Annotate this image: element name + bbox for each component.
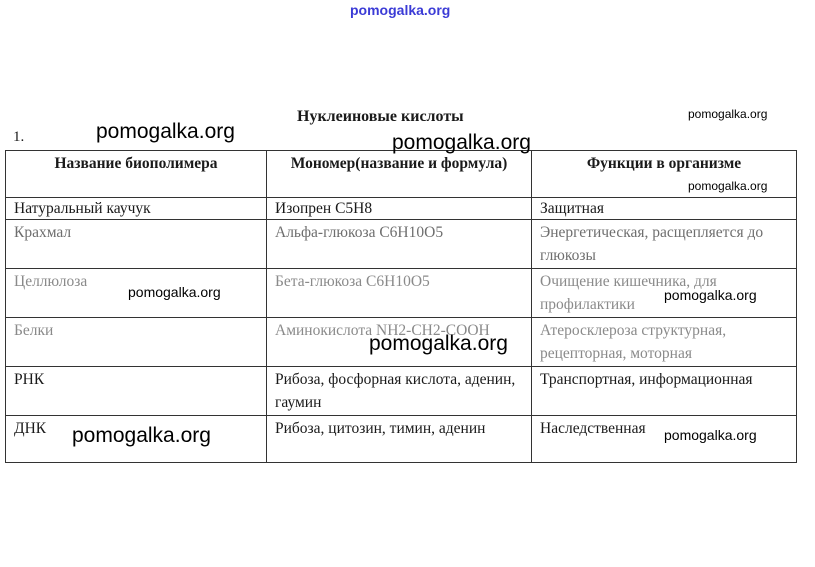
watermark: pomogalka.org <box>664 287 757 303</box>
top-watermark: pomogalka.org <box>350 2 451 18</box>
cell-function: Наследственная <box>532 416 797 463</box>
cell-monomer: Бета-глюкоза С6Н10О5 <box>267 269 532 318</box>
cell-monomer: Рибоза, цитозин, тимин, аденин <box>267 416 532 463</box>
header-polymer: Название биополимера <box>6 151 267 198</box>
watermark: pomogalka.org <box>664 427 757 443</box>
cell-monomer: Изопрен С5Н8 <box>267 198 532 220</box>
header-function: Функции в организме <box>532 151 797 198</box>
table-header-row <box>6 151 797 198</box>
cell-polymer: Крахмал <box>6 220 267 269</box>
table-row <box>6 367 797 416</box>
biopolymer-table <box>5 150 797 463</box>
cell-monomer: Рибоза, фосфорная кислота, аденин, гаумин <box>267 367 532 416</box>
cell-polymer: Натуральный каучук <box>6 198 267 220</box>
item-number: 1. <box>13 129 25 145</box>
watermark: pomogalka.org <box>688 179 768 193</box>
document-title: Нуклеиновые кислоты <box>297 108 464 125</box>
header-monomer: Мономер(название и формула) <box>267 151 532 198</box>
cell-function: Очищение кишечника, для профилактики <box>532 269 797 318</box>
cell-function: Энергетическая, расщепляется до глюкозы <box>532 220 797 269</box>
cell-monomer: Аминокислота NH2-CH2-COOH <box>267 318 532 367</box>
watermark: pomogalka.org <box>369 332 508 355</box>
cell-function: Транспортная, информационная <box>532 367 797 416</box>
watermark: pomogalka.org <box>128 284 221 300</box>
watermark: pomogalka.org <box>72 424 211 447</box>
cell-function: Атеросклероза структурная, рецепторная, моторная <box>532 318 797 367</box>
cell-polymer: Целлюлоза <box>6 269 267 318</box>
cell-polymer: РНК <box>6 367 267 416</box>
table-row <box>6 198 797 220</box>
watermark: pomogalka.org <box>96 120 235 143</box>
cell-function: Защитная <box>532 198 797 220</box>
cell-polymer: Белки <box>6 318 267 367</box>
watermark: pomogalka.org <box>688 107 768 121</box>
table-row <box>6 220 797 269</box>
watermark: pomogalka.org <box>392 131 531 154</box>
cell-monomer: Альфа-глюкоза С6Н10О5 <box>267 220 532 269</box>
cell-polymer: ДНК <box>6 416 267 463</box>
